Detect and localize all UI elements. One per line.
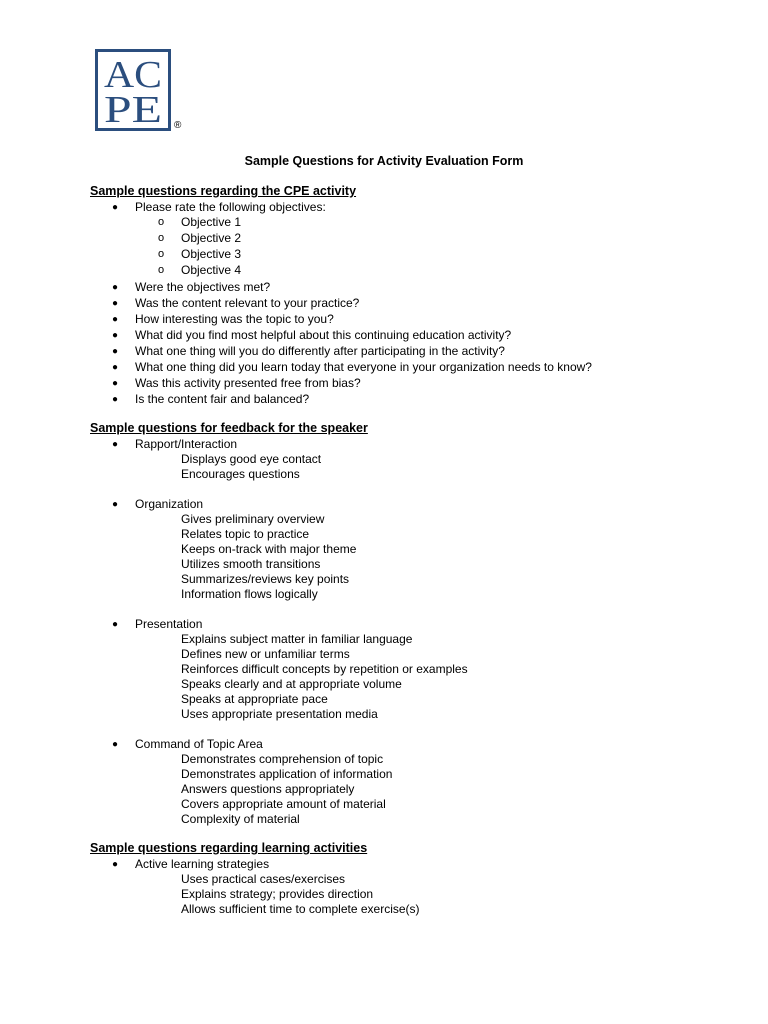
feedback-item: Information flows logically [181, 587, 318, 601]
question-item: How interesting was the topic to you? [135, 312, 334, 326]
objective-item: Objective 2 [181, 231, 242, 245]
section-heading-speaker-feedback: Sample questions for feedback for the speaker [90, 421, 368, 435]
bullet-icon: ● [112, 739, 119, 750]
feedback-item: Keeps on-track with major theme [181, 542, 357, 556]
question-item: Were the objectives met? [135, 280, 271, 294]
sub-bullet-icon: o [158, 216, 165, 228]
question-item: Is the content fair and balanced? [135, 392, 310, 406]
learning-item: Explains strategy; provides direction [181, 887, 374, 901]
feedback-item: Summarizes/reviews key points [181, 572, 350, 586]
feedback-item: Demonstrates comprehension of topic [181, 752, 384, 766]
feedback-item: Defines new or unfamiliar terms [181, 647, 350, 661]
document-title: Sample Questions for Activity Evaluation Form [244, 154, 524, 168]
question-item: What one thing will you do differently after participating in the activity? [135, 344, 505, 358]
learning-item: Uses practical cases/exercises [181, 872, 346, 886]
logo-letters-top: AC [104, 54, 162, 96]
bullet-icon: ● [112, 859, 119, 870]
feedback-item: Answers questions appropriately [181, 782, 355, 796]
bullet-icon: ● [112, 394, 119, 405]
registered-trademark-icon: ® [174, 120, 182, 131]
feedback-group-title: Presentation [135, 617, 203, 631]
bullet-icon: ● [112, 330, 119, 341]
feedback-item: Utilizes smooth transitions [181, 557, 321, 571]
acpe-logo [95, 49, 171, 131]
feedback-group-title: Command of Topic Area [135, 737, 263, 751]
bullet-icon: ● [112, 499, 119, 510]
section-heading-cpe-activity: Sample questions regarding the CPE activity [90, 184, 357, 198]
rate-objectives-intro: Please rate the following objectives: [135, 200, 326, 214]
bullet-icon: ● [112, 439, 119, 450]
bullet-icon: ● [112, 378, 119, 389]
sub-bullet-icon: o [158, 264, 165, 276]
feedback-item: Explains subject matter in familiar language [181, 632, 413, 646]
section-heading-learning-activities: Sample questions regarding learning activities [90, 841, 368, 855]
feedback-item: Reinforces difficult concepts by repetition or examples [181, 662, 468, 676]
feedback-item: Speaks at appropriate pace [181, 692, 328, 706]
objective-item: Objective 4 [181, 263, 242, 277]
bullet-icon: ● [112, 362, 119, 373]
objective-item: Objective 1 [181, 215, 242, 229]
bullet-icon: ● [112, 346, 119, 357]
learning-group-title: Active learning strategies [135, 857, 270, 871]
feedback-item: Speaks clearly and at appropriate volume [181, 677, 402, 691]
bullet-icon: ● [112, 202, 119, 213]
logo-letters-bottom: PE [104, 89, 162, 131]
feedback-item: Displays good eye contact [181, 452, 322, 466]
objective-item: Objective 3 [181, 247, 242, 261]
bullet-icon: ● [112, 619, 119, 630]
question-item: Was this activity presented free from bias? [135, 376, 361, 390]
bullet-icon: ● [112, 314, 119, 325]
feedback-group-title: Organization [135, 497, 204, 511]
question-item: Was the content relevant to your practice? [135, 296, 360, 310]
bullet-icon: ● [112, 298, 119, 309]
sub-bullet-icon: o [158, 248, 165, 260]
feedback-item: Gives preliminary overview [181, 512, 325, 526]
feedback-item: Uses appropriate presentation media [181, 707, 378, 721]
feedback-item: Complexity of material [181, 812, 300, 826]
question-item: What one thing did you learn today that everyone in your organization needs to know? [135, 360, 592, 374]
feedback-item: Demonstrates application of information [181, 767, 393, 781]
feedback-item: Encourages questions [181, 467, 300, 481]
sub-bullet-icon: o [158, 232, 165, 244]
feedback-item: Covers appropriate amount of material [181, 797, 386, 811]
question-item: What did you find most helpful about this continuing education activity? [135, 328, 512, 342]
bullet-icon: ● [112, 282, 119, 293]
feedback-group-title: Rapport/Interaction [135, 437, 238, 451]
feedback-item: Relates topic to practice [181, 527, 310, 541]
learning-item: Allows sufficient time to complete exercise(s) [181, 902, 420, 916]
